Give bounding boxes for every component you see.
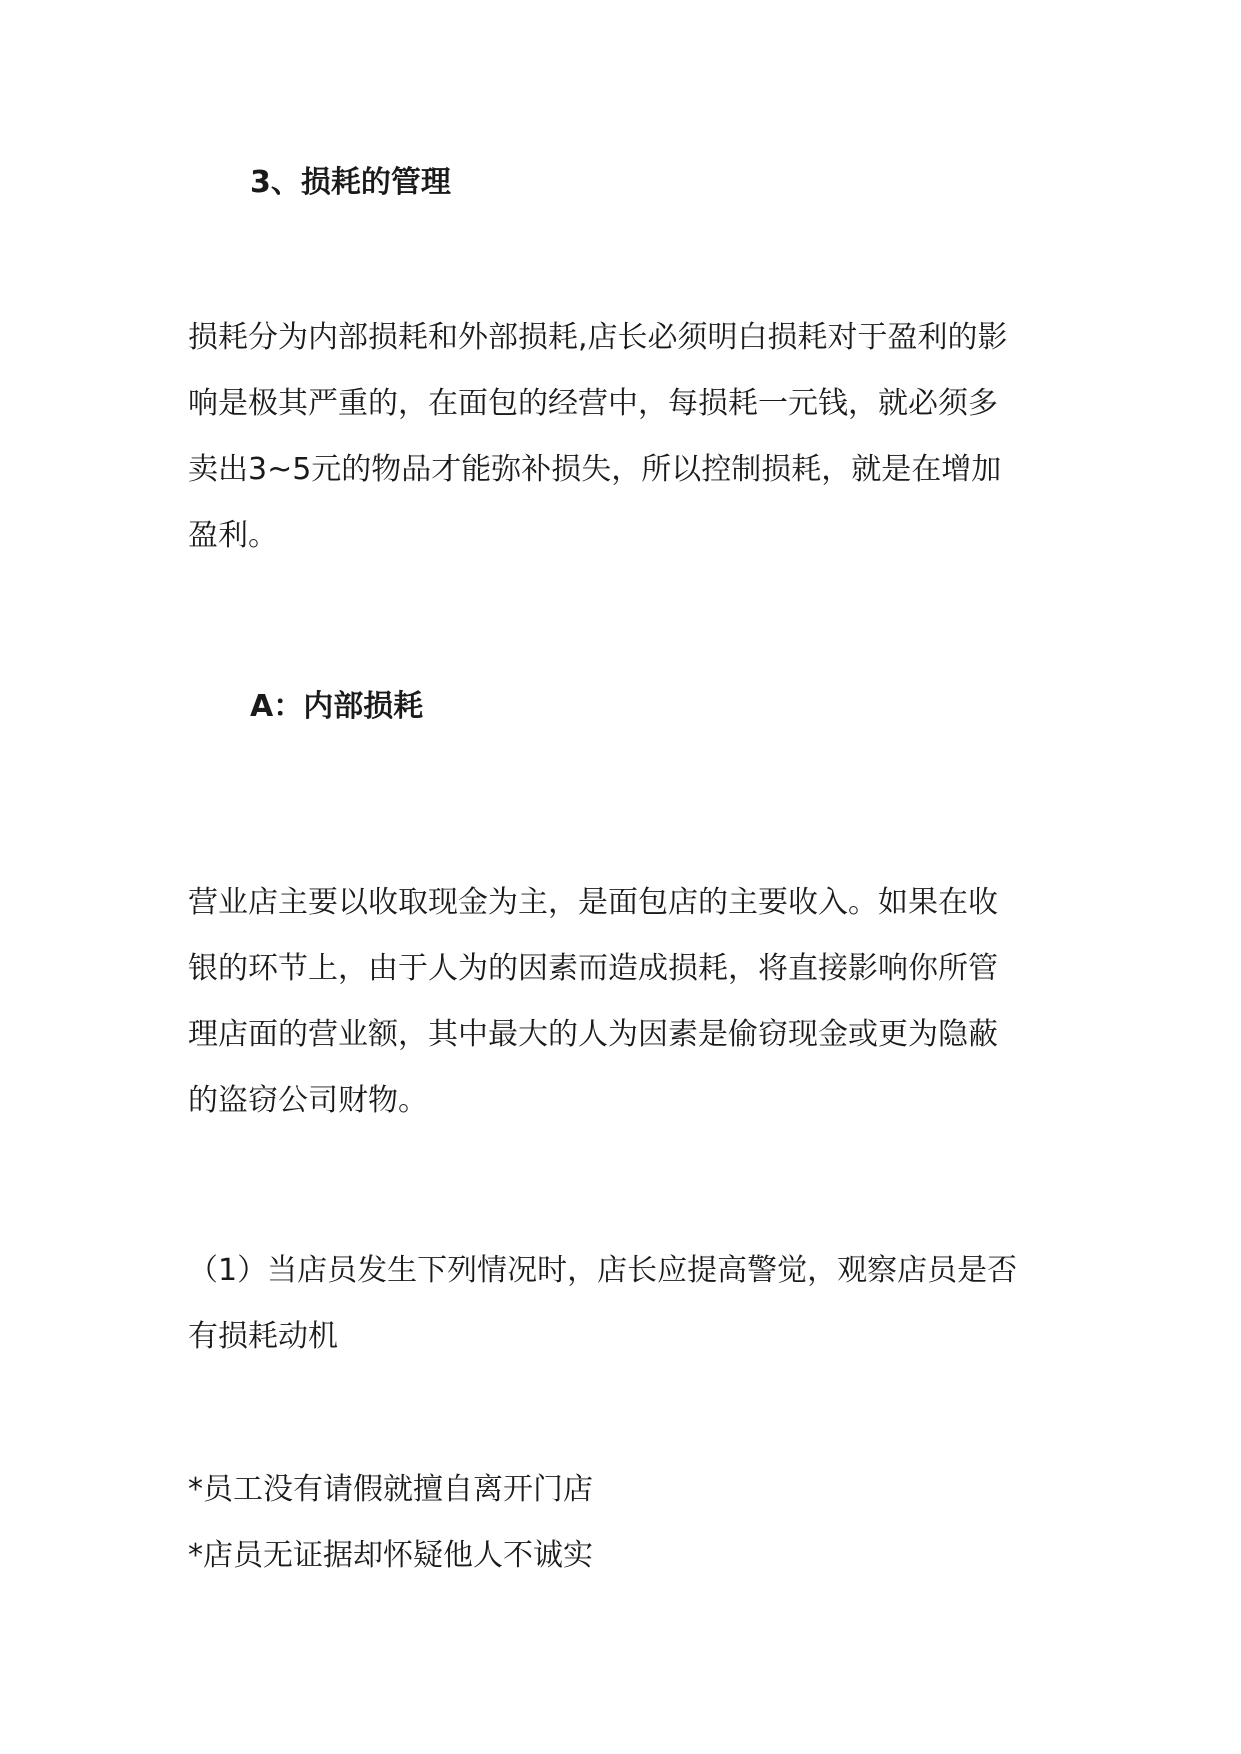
- section-heading: 3、损耗的管理: [250, 165, 451, 200]
- intro-paragraph: [188, 305, 1068, 569]
- point-1-line: 有损耗动机: [188, 1319, 338, 1354]
- bullet-item: *员工没有请假就擅自离开门店: [188, 1472, 593, 1507]
- internal-loss-line: 的盗窃公司财物。: [188, 1083, 428, 1118]
- intro-line: 响是极其严重的，在面包的经营中，每损耗一元钱，就必须多: [188, 386, 998, 421]
- intro-line: 卖出3~5元的物品才能弥补损失，所以控制损耗，就是在增加: [188, 452, 1002, 487]
- bullet-item: *店员无证据却怀疑他人不诚实: [188, 1538, 593, 1573]
- internal-loss-line: 营业店主要以收取现金为主，是面包店的主要收入。如果在收: [188, 885, 998, 920]
- internal-loss-line: 理店面的营业额，其中最大的人为因素是偷窃现金或更为隐蔽: [188, 1017, 998, 1052]
- internal-loss-paragraph: [188, 870, 1068, 1134]
- subsection-heading: A：内部损耗: [250, 689, 424, 724]
- intro-line: 损耗分为内部损耗和外部损耗,店长必须明白损耗对于盈利的影: [188, 320, 1008, 355]
- point-1-line: （1）当店员发生下列情况时，店长应提高警觉，观察店员是否: [188, 1253, 1018, 1288]
- point-1-paragraph: [188, 1238, 1068, 1370]
- internal-loss-line: 银的环节上，由于人为的因素而造成损耗，将直接影响你所管: [188, 951, 998, 986]
- intro-line: 盈利。: [188, 518, 278, 553]
